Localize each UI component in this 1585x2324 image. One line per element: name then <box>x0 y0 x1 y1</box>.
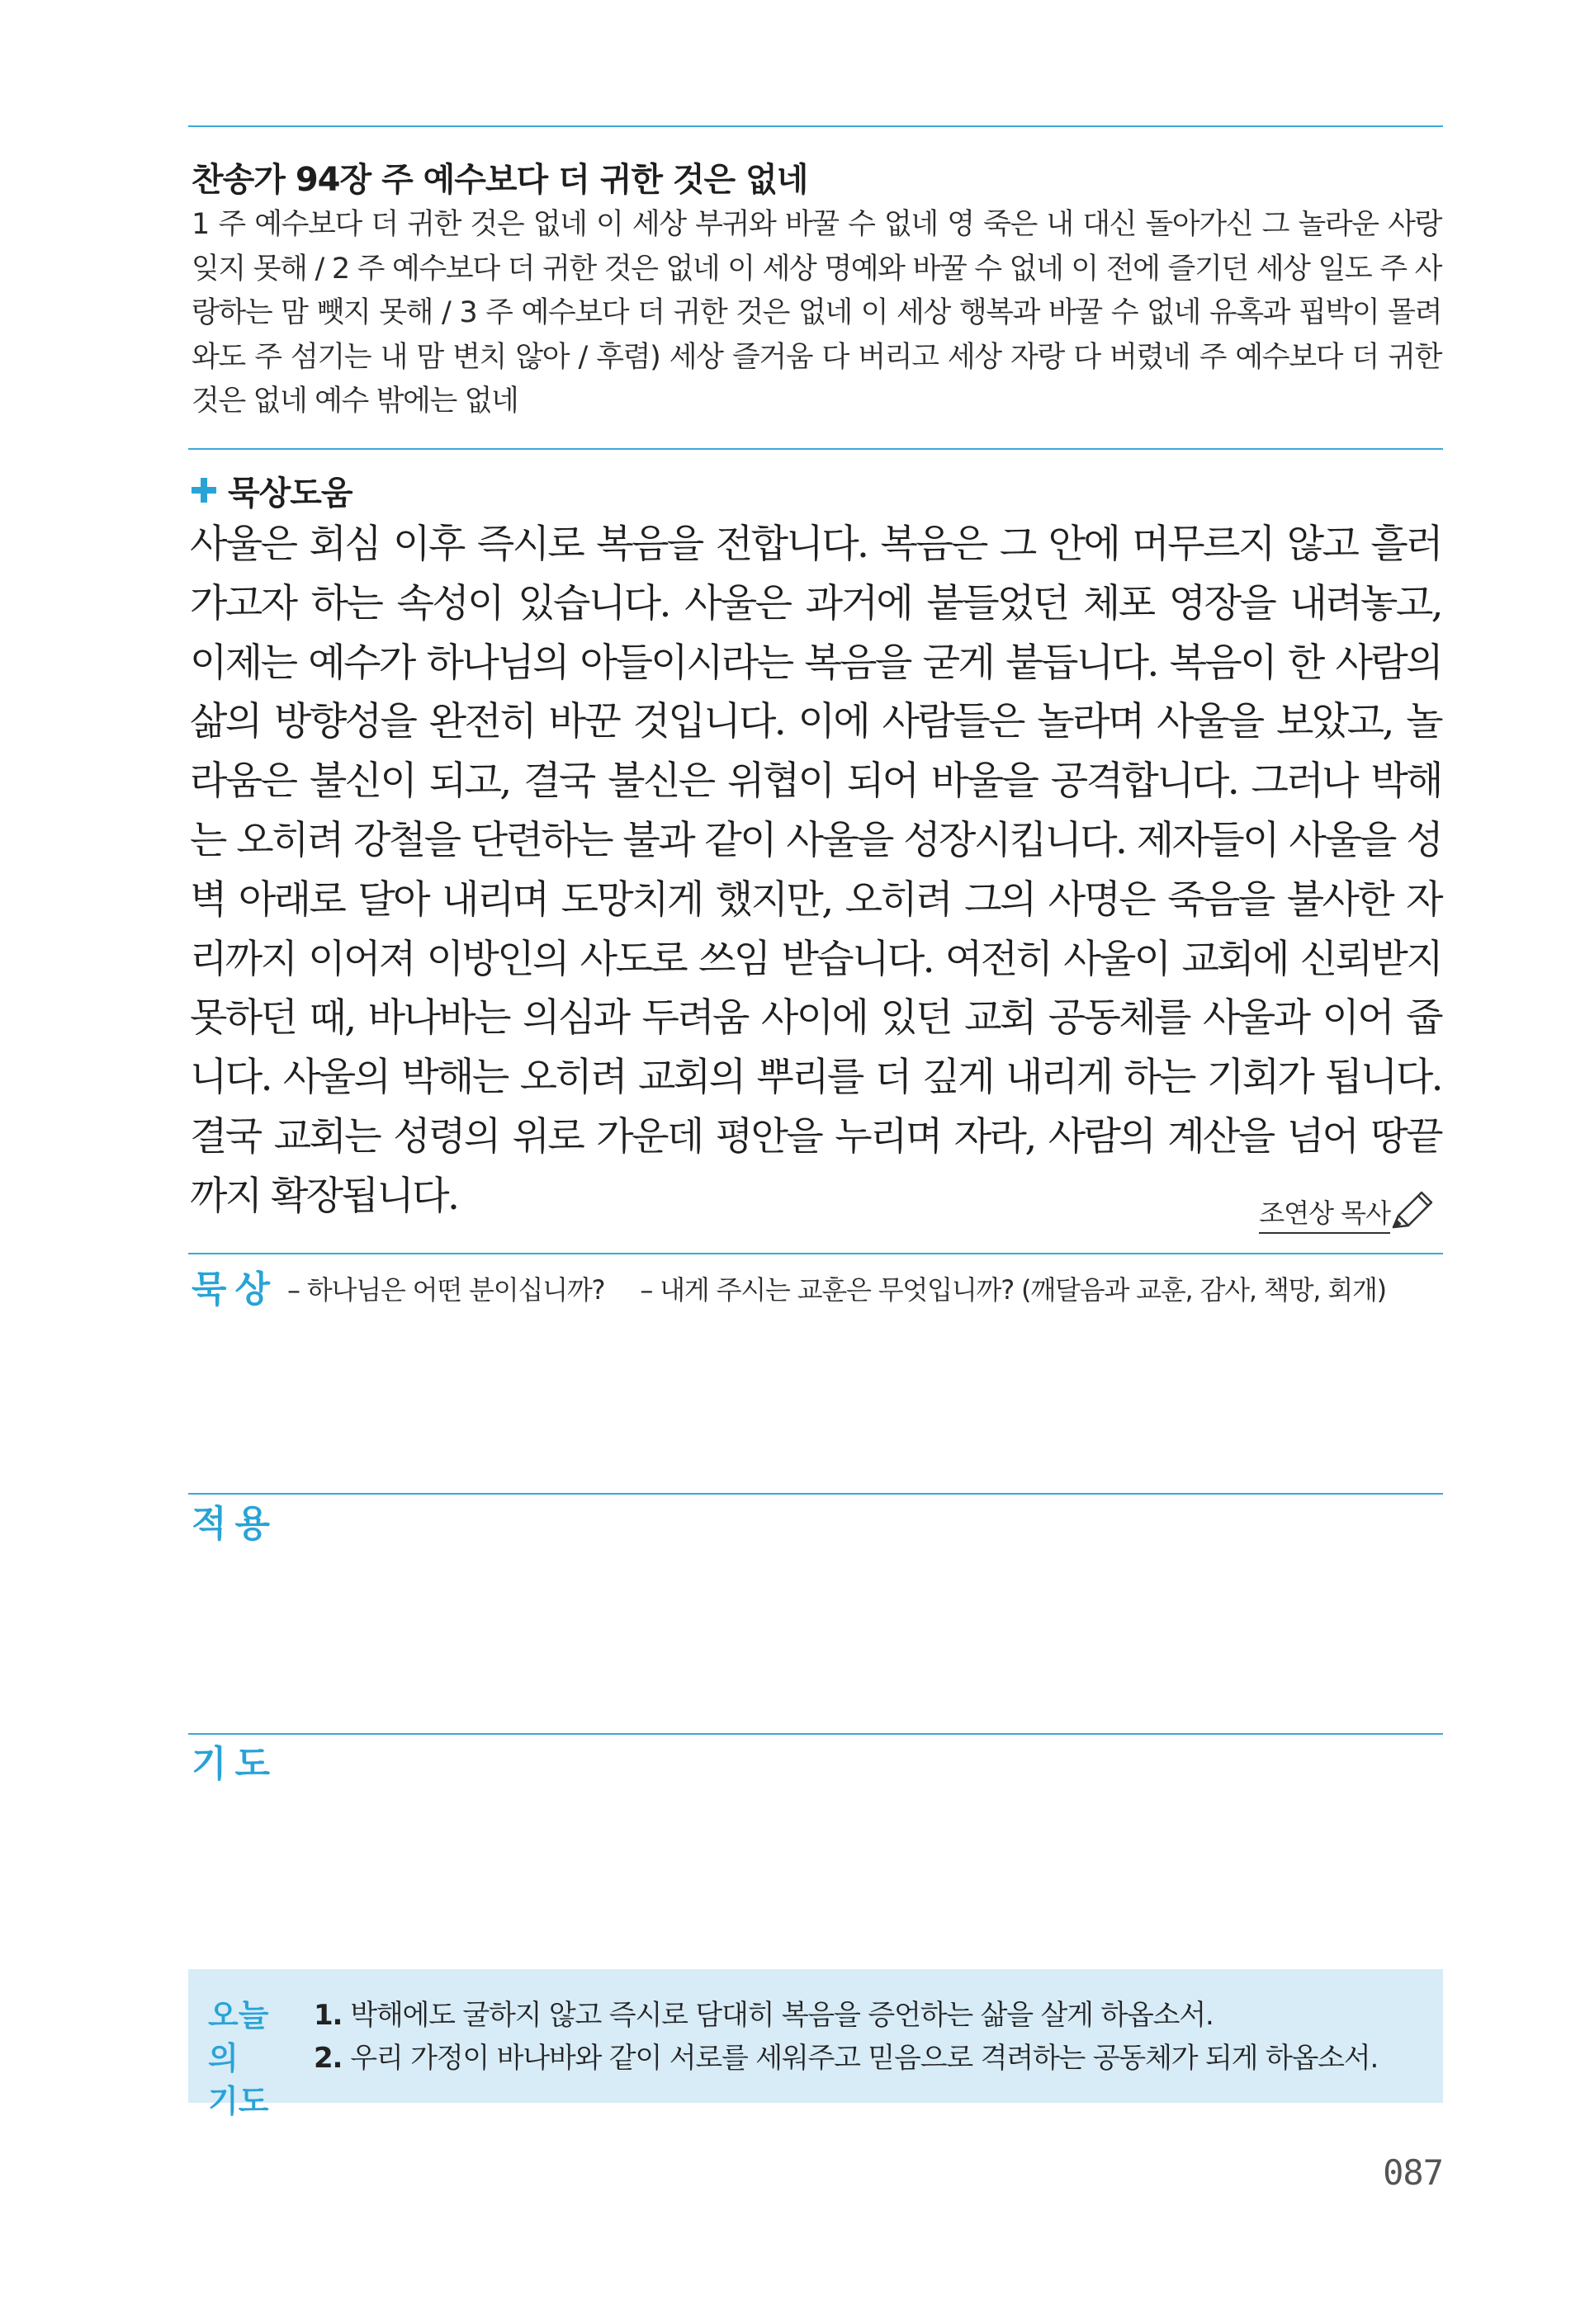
author-signature <box>1259 1188 1436 1238</box>
meditation-questions <box>287 1269 1414 1307</box>
page-number: 087 <box>1383 2152 1443 2193</box>
pencil-icon <box>1385 1188 1436 1239</box>
todays-prayer-item-text: 우리 가정이 바나바와 같이 서로를 세워주고 믿음으로 격려하는 공동체가 되게 하옵소서. <box>350 2042 1379 2075</box>
meditation-help-heading <box>192 469 352 512</box>
hymn-lyrics: 1 주 예수보다 더 귀한 것은 없네 이 세상 부귀와 바꿀 수 없네 영 죽은 내 대신 돌아가신 그 놀라운 사랑 잊지 못해 / 2 주 예수보다 더 귀한 것은 없네 이 세상 명예와 바꿀 수 없네 이 전에 즐기던 세상 일도 주 사랑하는 맘 뺏지 못해 / 3 주 예수보다 더 귀한 것은 없네 이 세상 행복과 바꿀 수 없네 유혹과 핍박이 몰려 와도 주 섬기는 내 맘 변치 않아 / 후렴) 세상 즐거움 다 버리고 세상 자랑 다 버렸네 주 예수보다 더 귀한 것은 없네 예수 밖에는 없네 <box>192 208 1441 418</box>
todays-prayer-label-line1: 오늘의 <box>208 1997 269 2076</box>
todays-prayer-label-line2: 기도 <box>208 2083 269 2119</box>
meditation-label: 묵상 <box>192 1268 279 1311</box>
meditation-question-2: – 내게 주시는 교훈은 무엇입니까? (깨달음과 교훈, 감사, 책망, 회개) <box>640 1274 1386 1306</box>
todays-prayer-item-number: 1. <box>314 1999 343 2032</box>
todays-prayer-box <box>188 1969 1443 2119</box>
hymn-title: 찬송가 94장 주 예수보다 더 귀한 것은 없네 <box>192 161 808 199</box>
todays-prayer-item-number: 2. <box>314 2042 343 2075</box>
todays-prayer-item <box>314 1994 1378 2037</box>
todays-prayer-item <box>314 2037 1378 2080</box>
todays-prayer-list <box>314 1994 1378 2080</box>
plus-icon <box>192 478 216 503</box>
meditation-divider <box>188 1253 1443 1254</box>
author-name: 조연상 목사 <box>1259 1193 1390 1234</box>
top-divider <box>188 125 1443 127</box>
meditation-help-body: 사울은 회심 이후 즉시로 복음을 전합니다. 복음은 그 안에 머무르지 않고 흘러가고자 하는 속성이 있습니다. 사울은 과거에 붙들었던 체포 영장을 내려놓고, 이제는 예수가 하나님의 아들이시라는 복음을 굳게 붙듭니다. 복음이 한 사람의 삶의 방향성을 완전히 바꾼 것입니다. 이에 사람들은 놀라며 사울을 보았고, 놀라움은 불신이 되고, 결국 불신은 위협이 되어 바울을 공격합니다. 그러나 박해는 오히려 강철을 단련하는 불과 같이 사울을 성장시킵니다. 제자들이 사울을 성벽 아래로 달아 내리며 도망치게 했지만, 오히려 그의 사명은 죽음을 불사한 자리까지 이어져 이방인의 사도로 쓰임 받습니다. 여전히 사울이 교회에 신뢰받지 못하던 때, 바나바는 의심과 두려움 사이에 있던 교회 공동체를 사울과 이어 줍니다. 사울의 박해는 오히려 교회의 뿌리를 더 깊게 내리게 하는 기회가 됩니다. 결국 교회는 성령의 위로 가운데 평안을 누리며 자라, 사람의 계산을 넘어 땅끝까지 확장됩니다. <box>190 522 1441 1219</box>
prayer-label: 기도 <box>192 1743 279 1785</box>
todays-prayer-item-text: 박해에도 굴하지 않고 즉시로 담대히 복음을 증언하는 삶을 살게 하옵소서. <box>350 1999 1214 2032</box>
application-label: 적용 <box>192 1503 279 1545</box>
prayer-divider <box>188 1733 1443 1735</box>
todays-prayer-label <box>208 1994 299 2123</box>
hymn-divider <box>188 448 1443 450</box>
meditation-question-1: – 하나님은 어떤 분이십니까? <box>287 1274 605 1306</box>
meditation-help-heading-text: 묵상도움 <box>228 474 352 513</box>
application-divider <box>188 1493 1443 1495</box>
